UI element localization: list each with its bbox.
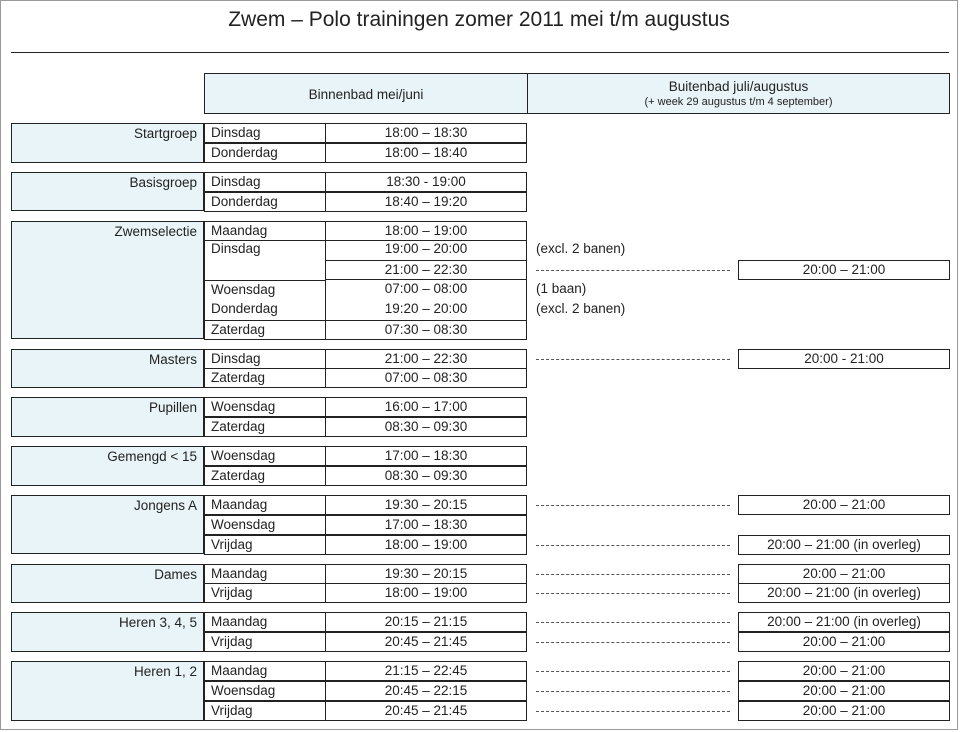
day-cell: Donderdag [204,192,326,212]
schedule-row [204,172,527,192]
dashed-leader [536,671,730,672]
dashed-leader [536,505,730,506]
header-outdoor-subtitle: (+ week 29 augustus t/m 4 september) [644,96,833,108]
day-cell: Donderdag [204,300,326,320]
group-label: Pupillen [11,397,204,437]
time-cell: 18:40 – 19:20 [325,192,527,212]
schedule-row [204,417,527,437]
outdoor-time-cell: 20:00 - 21:00 [738,349,950,369]
title-divider [11,52,949,53]
day-cell: Woensdag [204,515,326,535]
schedule-row [204,320,527,340]
time-cell: 19:00 – 20:00 [325,240,527,260]
outdoor-time-cell: 20:00 – 21:00 (in overleg) [738,583,950,603]
time-cell: 20:15 – 21:15 [325,612,527,632]
day-cell: Dinsdag [204,349,326,369]
time-cell: 16:00 – 17:00 [325,397,527,417]
group-label: Gemengd < 15 [11,446,204,486]
day-cell [204,260,326,280]
outdoor-time-cell: 20:00 – 21:00 (in overleg) [738,612,950,632]
group-startgroep [11,123,527,163]
time-cell: 07:00 – 08:30 [325,368,527,388]
schedule-row [204,240,527,260]
time-cell: 19:20 – 20:00 [325,300,527,320]
group-heren-3-4-5 [11,612,527,652]
day-cell: Vrijdag [204,701,326,721]
group-pupillen [11,397,527,437]
group-label: Masters [11,349,204,389]
schedule-row [204,612,527,632]
day-cell: Zaterdag [204,417,326,437]
schedule-row [204,535,527,555]
lane-note: (excl. 2 banen) [536,241,626,257]
day-cell: Vrijdag [204,583,326,603]
outdoor-time-cell: 20:00 – 21:00 (in overleg) [738,535,950,555]
outdoor-time-cell: 20:00 – 21:00 [738,632,950,652]
schedule-row [204,583,527,603]
day-cell: Woensdag [204,280,326,300]
dashed-leader [536,622,730,623]
schedule-row [204,123,527,143]
dashed-leader [536,545,730,546]
dashed-leader [536,711,730,712]
schedule-row [204,280,527,300]
time-cell: 18:00 – 19:00 [325,221,527,241]
day-cell: Dinsdag [204,172,326,192]
header-outdoor [527,73,950,114]
day-cell: Woensdag [204,446,326,466]
outdoor-time-cell: 20:00 – 21:00 [738,260,950,280]
schedule-row [204,701,527,721]
schedule-row [204,143,527,163]
dashed-leader [536,642,730,643]
schedule-row [204,661,527,681]
schedule-row [204,397,527,417]
day-cell: Maandag [204,612,326,632]
header-indoor: Binnenbad mei/juni [204,73,528,114]
dashed-leader [536,574,730,575]
day-cell: Woensdag [204,681,326,701]
time-cell: 20:45 – 21:45 [325,632,527,652]
dashed-leader [536,691,730,692]
day-cell: Woensdag [204,397,326,417]
schedule-row [204,495,527,515]
outdoor-time-cell: 20:00 – 21:00 [738,564,950,584]
group-dames [11,564,527,604]
group-label: Heren 3, 4, 5 [11,612,204,652]
group-label: Basisgroep [11,172,204,212]
schedule-row [204,681,527,701]
outdoor-time-cell: 20:00 – 21:00 [738,495,950,515]
day-cell: Zaterdag [204,368,326,388]
schedule-row [204,466,527,486]
group-jongens-a [11,495,527,554]
day-cell: Dinsdag [204,240,326,260]
group-gemengd-15 [11,446,527,486]
group-masters [11,349,527,389]
time-cell: 20:45 – 21:45 [325,701,527,721]
group-label: Zwemselectie [11,221,204,340]
schedule-row [204,192,527,212]
group-label: Dames [11,564,204,604]
lane-note: (excl. 2 banen) [536,300,626,316]
time-cell: 20:45 – 22:15 [325,681,527,701]
schedule-row [204,446,527,466]
group-label: Heren 1, 2 [11,661,204,720]
schedule-row [204,368,527,388]
group-label: Startgroep [11,123,204,163]
time-cell: 19:30 – 20:15 [325,564,527,584]
day-cell: Maandag [204,495,326,515]
schedule-row [204,564,527,584]
time-cell: 07:30 – 08:30 [325,320,527,340]
day-cell: Maandag [204,661,326,681]
schedule-row [204,300,527,320]
day-cell: Zaterdag [204,466,326,486]
time-cell: 07:00 – 08:00 [325,280,527,300]
dashed-leader [536,270,730,271]
schedule-row [204,260,527,280]
lane-note: (1 baan) [536,281,587,296]
time-cell: 18:00 – 18:30 [325,123,527,143]
page-title: Zwem – Polo trainingen zomer 2011 mei t/m augustus [228,8,730,31]
outdoor-time-cell: 20:00 – 21:00 [738,701,950,721]
time-cell: 19:30 – 20:15 [325,495,527,515]
day-cell: Dinsdag [204,123,326,143]
time-cell: 08:30 – 09:30 [325,466,527,486]
time-cell: 21:15 – 22:45 [325,661,527,681]
time-cell: 18:00 – 19:00 [325,583,527,603]
day-cell: Vrijdag [204,535,326,555]
day-cell: Maandag [204,221,326,241]
time-cell: 21:00 – 22:30 [325,260,527,280]
time-cell: 21:00 – 22:30 [325,349,527,369]
time-cell: 17:00 – 18:30 [325,515,527,535]
schedule-row [204,221,527,241]
time-cell: 08:30 – 09:30 [325,417,527,437]
time-cell: 17:00 – 18:30 [325,446,527,466]
group-basisgroep [11,172,527,212]
group-zwemselectie [11,221,527,340]
day-cell: Donderdag [204,143,326,163]
schedule-row [204,632,527,652]
time-cell: 18:00 – 18:40 [325,143,527,163]
day-cell: Maandag [204,564,326,584]
time-cell: 18:00 – 19:00 [325,535,527,555]
time-cell: 18:30 - 19:00 [325,172,527,192]
dashed-leader [536,359,730,360]
schedule-row [204,349,527,369]
group-heren-1-2 [11,661,527,720]
group-label: Jongens A [11,495,204,554]
schedule-row [204,515,527,535]
day-cell: Vrijdag [204,632,326,652]
outdoor-time-cell: 20:00 – 21:00 [738,681,950,701]
day-cell: Zaterdag [204,320,326,340]
outdoor-time-cell: 20:00 – 21:00 [738,661,950,681]
dashed-leader [536,593,730,594]
header-outdoor-title: Buitenbad juli/augustus [668,79,809,94]
